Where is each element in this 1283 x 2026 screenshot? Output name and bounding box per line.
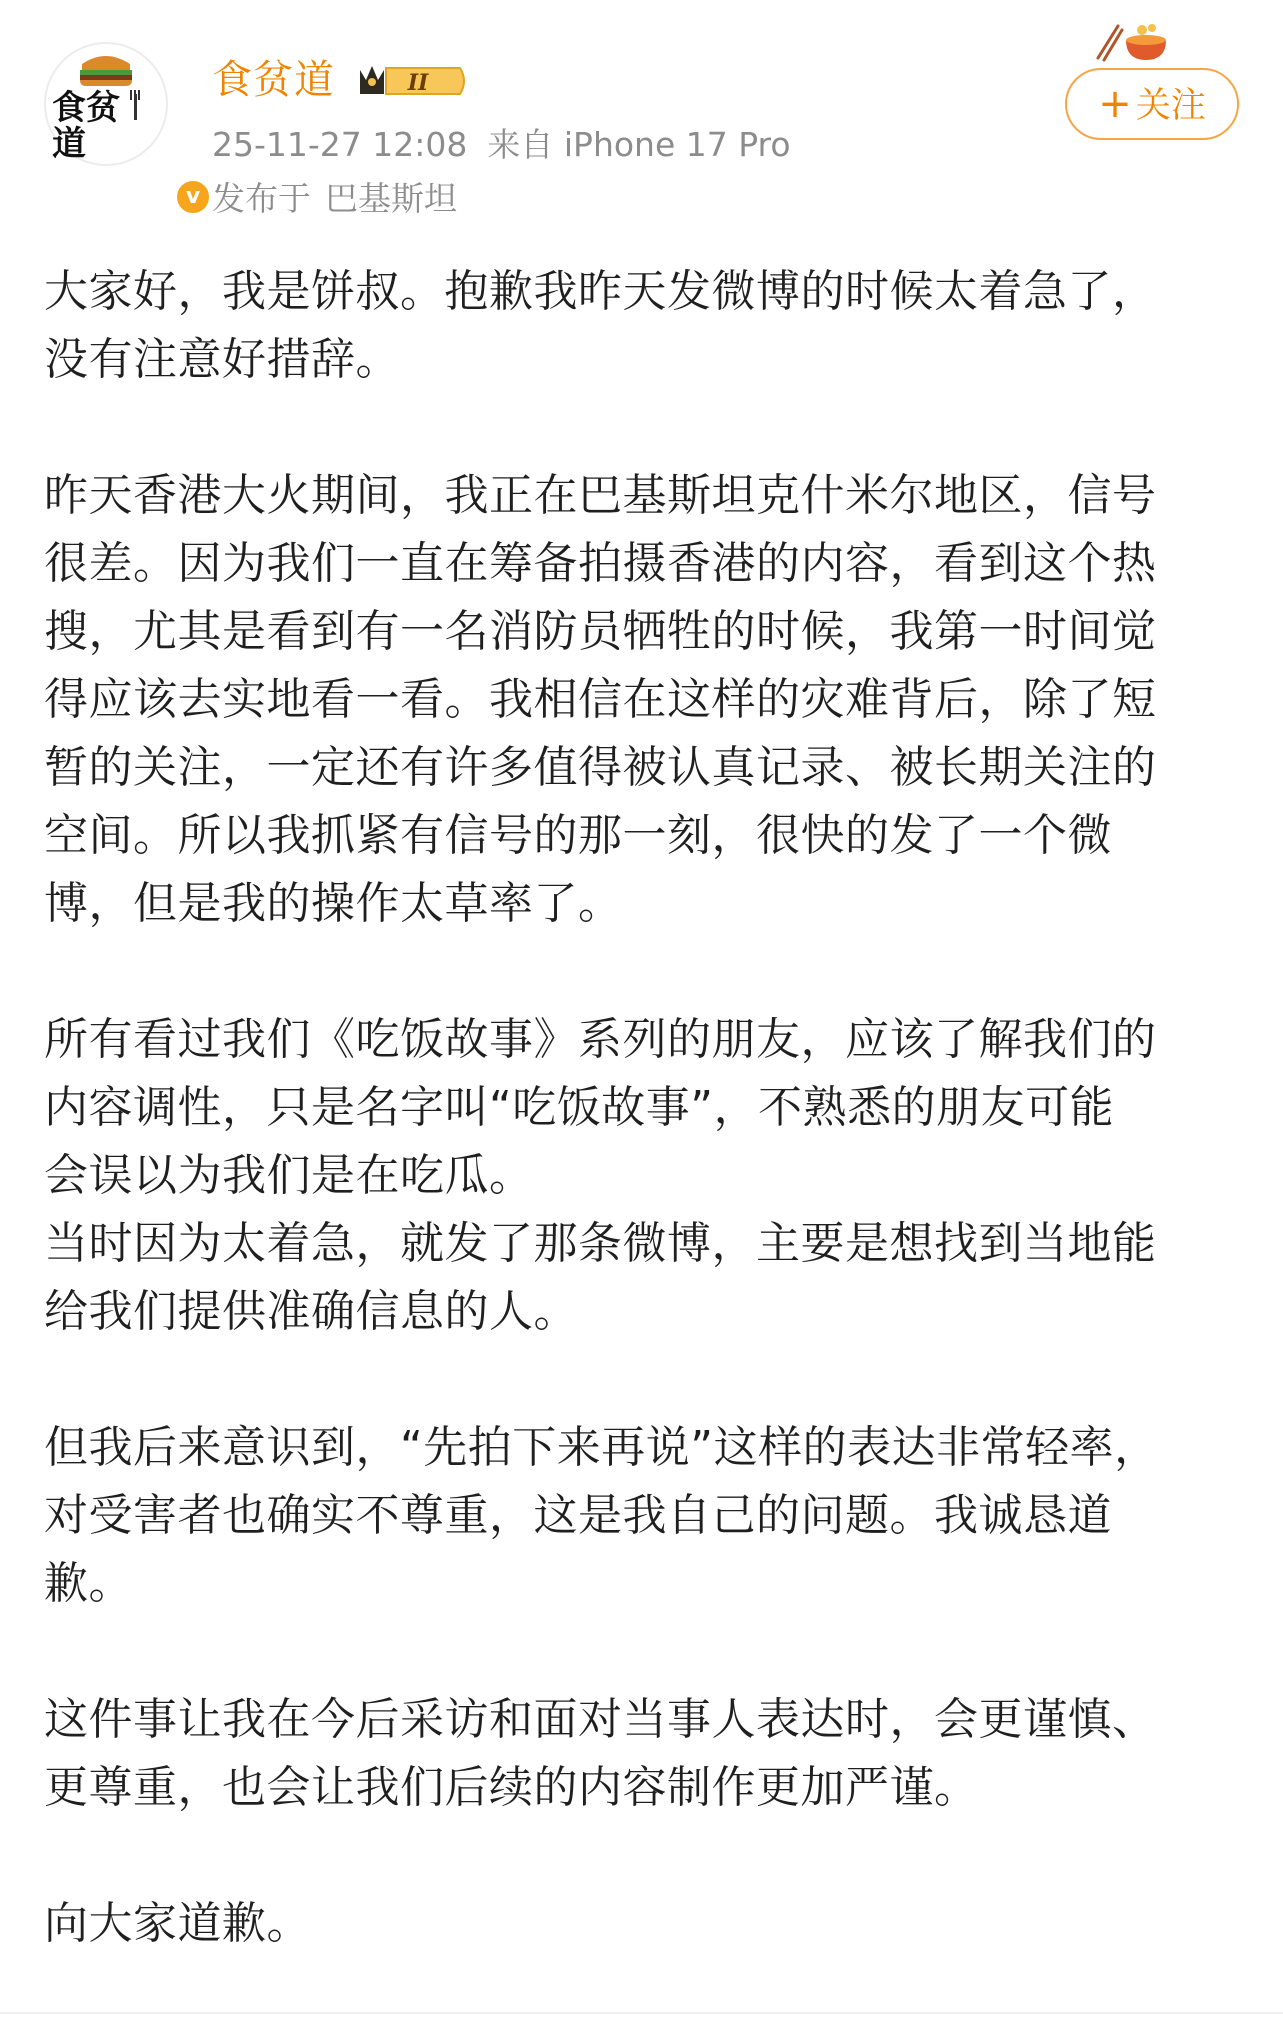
location-label: 发布于	[212, 179, 311, 218]
post-paragraph-3: 所有看过我们《吃饭故事》系列的朋友，应该了解我们的 内容调性，只是名字叫“吃饭故事”，不熟悉的朋友可能 会误以为我们是在吃瓜。	[44, 1014, 1157, 1201]
post-paragraph-6: 这件事让我在今后采访和面对当事人表达时，会更谨慎、 更尊重，也会让我们后续的内容制作更加严谨。	[44, 1694, 1157, 1813]
location-name[interactable]: 巴基斯坦	[325, 179, 457, 218]
avatar[interactable]	[44, 42, 201, 209]
post-source: 来自 iPhone 17 Pro	[487, 125, 791, 164]
post-location	[212, 176, 457, 222]
level-badge-label: II	[407, 70, 429, 96]
post-paragraph-4: 当时因为太着急，就发了那条微博，主要是想找到当地能 给我们提供准确信息的人。	[44, 1218, 1157, 1337]
verified-badge-icon: v	[174, 178, 212, 216]
post-paragraph-7: 向大家道歉。	[44, 1898, 311, 1949]
avatar-logo-text: 食贫道	[52, 88, 120, 164]
follow-button-label: 关注	[1135, 86, 1206, 126]
post-timestamp: 25-11-27 12:08	[212, 125, 468, 164]
post-paragraph-5: 但我后来意识到，“先拍下来再说”这样的表达非常轻率， 对受害者也确实不尊重，这是我自己的问题。我诚恳道 歉。	[44, 1422, 1159, 1609]
post-paragraph-2: 昨天香港大火期间，我正在巴基斯坦克什米尔地区，信号 很差。因为我们一直在筹备拍摄香港的内容，看到这个热 搜，尤其是看到有一名消防员牺牲的时候，我第一时间觉 得应该去实地看一看。我相信在这样的灾难背后，除了短 暂的关注，一定还有许多值得被认真记录、被长期关注的 空间。所以我抓紧有信号的那一刻，很快的发了一个微 博，但是我的操作太草率了。	[44, 470, 1157, 929]
post-body	[44, 258, 1239, 2026]
bottom-divider	[0, 2012, 1283, 2014]
plus-icon: +	[1098, 81, 1132, 127]
hotpot-decoration-icon	[1092, 18, 1172, 64]
post-meta	[212, 122, 791, 168]
post-paragraph-1: 大家好，我是饼叔。抱歉我昨天发微博的时候太着急了， 没有注意好措辞。	[44, 266, 1157, 385]
level-crown-badge-icon	[356, 62, 472, 100]
post-header	[0, 0, 1283, 230]
username[interactable]: 食贫道	[212, 57, 335, 103]
follow-button[interactable]	[1065, 68, 1239, 140]
